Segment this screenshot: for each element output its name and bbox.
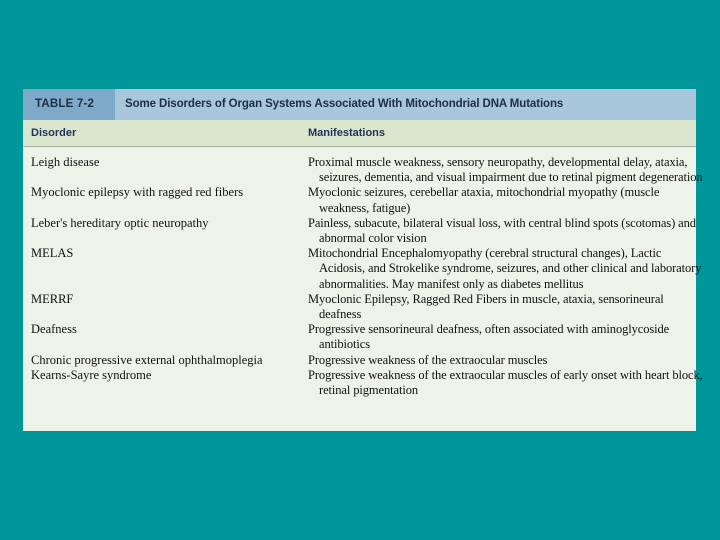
table-row — [23, 292, 696, 322]
manifestations-cell: Progressive weakness of the extraocular muscles of early onset with heart block, retinal pigmentation — [308, 367, 703, 398]
table-number: TABLE 7-2 — [23, 89, 115, 120]
table-card — [23, 89, 703, 431]
manifestations-cell: Progressive sensorineural deafness, often associated with aminoglycoside antibiotics — [308, 322, 670, 352]
table-row — [23, 367, 703, 398]
table-row — [23, 322, 696, 352]
disorder-cell: Chronic progressive external ophthalmoplegia — [31, 352, 263, 367]
manifestations-cell: Painless, subacute, bilateral visual loss, with central blind spots (scotomas) and abnormal color vision — [308, 215, 696, 246]
table-title: Some Disorders of Organ Systems Associated With Mitochondrial DNA Mutations — [125, 98, 564, 110]
disorder-cell: Myoclonic epilepsy with ragged red fibers — [31, 185, 244, 200]
disorder-cell: Kearns-Sayre syndrome — [31, 367, 152, 382]
table-row — [23, 216, 696, 246]
disorder-cell: Leber's hereditary optic neuropathy — [31, 215, 209, 230]
disorder-cell: Leigh disease — [31, 155, 100, 169]
disorder-cell: MERRF — [31, 291, 74, 306]
table-body — [23, 155, 703, 398]
manifestations-cell: Myoclonic Epilepsy, Ragged Red Fibers in muscle, ataxia, sensorineural deafness — [308, 291, 664, 322]
table-row — [23, 246, 702, 292]
table-row — [23, 155, 703, 185]
table-row — [23, 353, 696, 368]
manifestations-cell: Progressive weakness of the extraocular muscles — [308, 352, 548, 367]
header-disorder: Disorder — [31, 127, 77, 139]
table-header-row — [23, 120, 696, 147]
manifestations-cell: Mitochondrial Encephalomyopathy (cerebral structural changes), Lactic Acidosis, and Strokelike syndrome, seizures, and other clinical and laboratory abnormalities. May manifest only as diabetes mellitus — [308, 246, 702, 291]
disorder-cell: MELAS — [31, 246, 74, 261]
header-manifestations: Manifestations — [308, 127, 386, 139]
manifestations-cell: Myoclonic seizures, cerebellar ataxia, mitochondrial myopathy (muscle weakness, fatigue) — [308, 185, 660, 215]
disorder-cell: Deafness — [31, 322, 77, 337]
table-row — [23, 185, 696, 215]
table-title-bar — [23, 89, 696, 120]
manifestations-cell: Proximal muscle weakness, sensory neuropathy, developmental delay, ataxia, seizures, dementia, and visual impairment due to retinal pigment degeneration — [308, 155, 703, 185]
